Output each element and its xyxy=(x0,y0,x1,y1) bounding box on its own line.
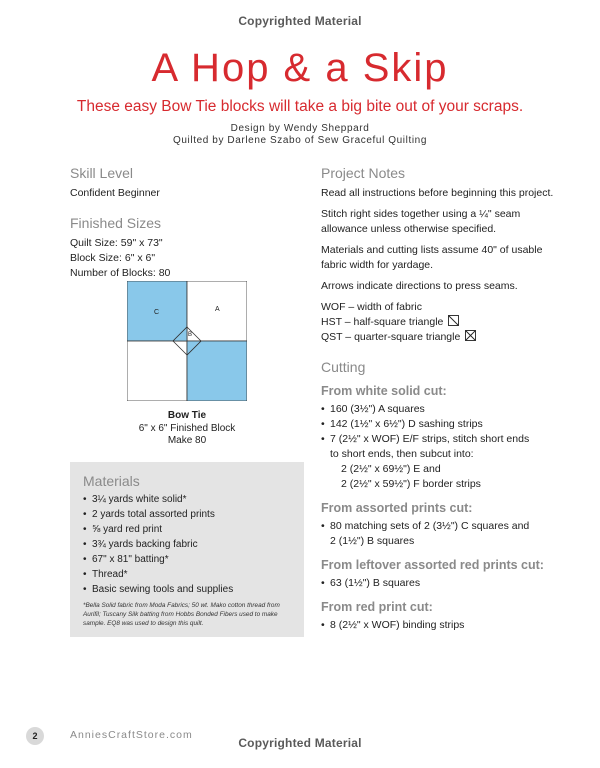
square-a-bottom-left xyxy=(127,341,187,401)
caption-make: Make 80 xyxy=(167,435,207,446)
list-item: • 7 (2½" x WOF) E/F strips, stitch short ends xyxy=(321,432,566,447)
note-seam-allowance: Stitch right sides together using a ¼" seam allowance unless otherwise specified. xyxy=(321,208,521,235)
abbr-wof: WOF – width of fabric xyxy=(321,301,422,313)
note-fabric-width: Materials and cutting lists assume 40" of usable fabric width for yardage. xyxy=(321,244,543,271)
leftover-red-list xyxy=(321,576,566,591)
list-item: • 67" x 81" batting* xyxy=(83,552,291,567)
list-item: • 8 (2½" x WOF) binding strips xyxy=(321,618,566,633)
note-read-instructions: Read all instructions before beginning this project. xyxy=(321,187,554,199)
list-item-sub: 2 (2½" x 69½") E and xyxy=(341,463,441,475)
list-item: • 80 matching sets of 2 (3½") C squares and xyxy=(321,519,566,534)
red-print-list xyxy=(321,618,566,633)
caption-size: 6" x 6" Finished Block xyxy=(138,422,236,434)
materials-heading: Materials xyxy=(83,473,140,489)
materials-footnote: *Bella Solid fabric from Moda Fabrics; 50 wt. Mako cotton thread from Aurifil; Tuscany Silk batting from Hobbs Bonded Fibers used to make sample. EQ8 was used to design this quilt. xyxy=(83,602,280,627)
list-item: • 142 (1½" x 6½") D sashing strips xyxy=(321,417,566,432)
abbr-hst: HST – half-square triangle xyxy=(321,316,444,328)
copyright-watermark-top: Copyrighted Material xyxy=(238,14,362,28)
block-size: Block Size: 6" x 6" xyxy=(70,252,156,264)
list-item: • 160 (3½") A squares xyxy=(321,402,566,417)
pattern-title: A Hop & a Skip xyxy=(151,46,449,90)
abbr-qst-row xyxy=(321,330,566,345)
materials-box xyxy=(70,462,304,637)
assorted-prints-list xyxy=(321,519,566,549)
block-cells xyxy=(127,281,247,401)
leftover-red-heading: From leftover assorted red prints cut: xyxy=(321,558,544,572)
list-item-continued: to short ends, then subcut into: xyxy=(330,448,474,460)
copyright-watermark-bottom: Copyrighted Material xyxy=(238,736,362,750)
page-number: 2 xyxy=(26,727,44,745)
right-column xyxy=(321,165,566,633)
assorted-prints-heading: From assorted prints cut: xyxy=(321,501,473,515)
half-square-triangle-icon xyxy=(448,315,459,326)
design-credit: Design by Wendy Sheppard xyxy=(230,123,370,134)
left-column xyxy=(70,165,310,281)
skill-level-heading: Skill Level xyxy=(70,165,134,181)
red-print-heading: From red print cut: xyxy=(321,600,433,614)
note-press-arrows: Arrows indicate directions to press seams. xyxy=(321,280,518,292)
label-c: C xyxy=(154,309,160,316)
label-a: A xyxy=(215,306,220,313)
number-of-blocks: Number of Blocks: 80 xyxy=(70,267,171,279)
quarter-square-triangle-icon xyxy=(465,330,476,341)
quilt-credit: Quilted by Darlene Szabo of Sew Graceful Quilting xyxy=(173,135,427,146)
finished-sizes-heading: Finished Sizes xyxy=(70,215,162,231)
list-item: • 3¾ yards backing fabric xyxy=(83,537,291,552)
block-caption xyxy=(70,410,304,448)
project-notes-heading: Project Notes xyxy=(321,165,406,181)
square-c-bottom-right xyxy=(187,341,247,401)
caption-title: Bow Tie xyxy=(167,410,207,421)
list-item: • ⅝ yard red print xyxy=(83,522,291,537)
label-b: B xyxy=(188,332,193,338)
list-item-sub: 2 (2½" x 59½") F border strips xyxy=(341,478,481,490)
abbr-hst-row xyxy=(321,315,566,330)
white-solid-heading: From white solid cut: xyxy=(321,384,447,398)
list-item: • 63 (1½") B squares xyxy=(321,576,566,591)
list-item: • Thread* xyxy=(83,567,291,582)
list-item: • Basic sewing tools and supplies xyxy=(83,582,291,597)
materials-list xyxy=(83,492,291,597)
pattern-subtitle: These easy Bow Tie blocks will take a big bite out of your scraps. xyxy=(76,98,524,115)
site-url: AnniesCraftStore.com xyxy=(70,729,193,741)
bow-tie-block-diagram xyxy=(127,281,247,401)
list-item: • 2 yards total assorted prints xyxy=(83,507,291,522)
cutting-heading: Cutting xyxy=(321,359,366,375)
abbr-qst: QST – quarter-square triangle xyxy=(321,331,461,343)
skill-level-value: Confident Beginner xyxy=(70,187,160,199)
white-solid-list xyxy=(321,402,566,492)
list-item: • 3¼ yards white solid* xyxy=(83,492,291,507)
list-item-continued: 2 (1½") B squares xyxy=(330,535,415,547)
quilt-size: Quilt Size: 59" x 73" xyxy=(70,237,163,249)
